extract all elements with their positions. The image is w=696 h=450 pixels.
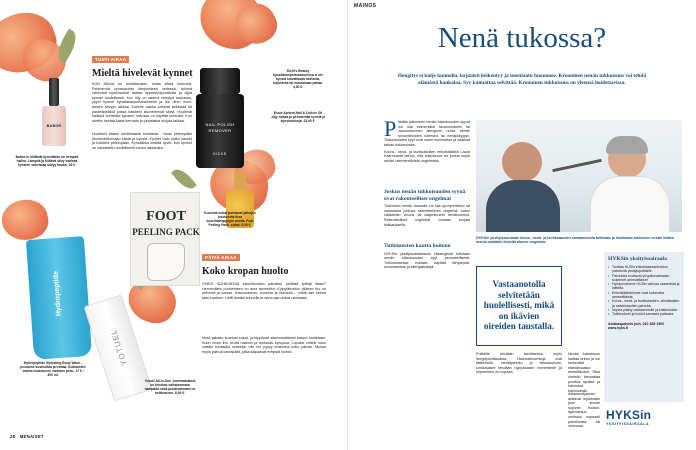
contact-web[interactable]: www.hyks.fi bbox=[608, 325, 629, 330]
logo-sub: YKSITYISSAIRAALA bbox=[606, 422, 649, 426]
info-box-title: HYKSin yksityissairaala bbox=[608, 256, 667, 262]
flower-petal-decoration bbox=[0, 196, 51, 243]
foot-peeling-pack bbox=[130, 192, 200, 286]
contact-phone: 010 328 1900 bbox=[642, 321, 665, 326]
section-badge-bottom: PÄIVÄ AIKAA bbox=[202, 254, 240, 261]
article-body-top: Huolehdi käsien kohteliaasta kohdasta... viime pidempään hemmottelemaan käsiä ja kynsiä. Kynnet ovat sitten kauniit ja hoidetut pidempään. Kynsilakka kestää hyvin, kun kynnet on valmisteltu huolellisesti ennen lakkausta. bbox=[92, 132, 192, 150]
col1-paragraph-3: Tukkoisen nenän taustalla voi olla synnynnäinen tai vammasta johtuva rakenteellinen ongelma, kuten väliseinän vinous tai laajentuneet nenäkuorikot. Rakenteelliset ongelmat voidaan korjata leikkauksella. bbox=[384, 204, 470, 227]
info-list-item: • Palveluita tuottavat yliopistosairaalan kokeneet ammattilaiset bbox=[608, 274, 680, 283]
info-list bbox=[608, 265, 680, 317]
advert-column-1 bbox=[384, 116, 470, 270]
hydropeptide-tube bbox=[26, 236, 92, 360]
doctor-hair bbox=[606, 136, 648, 154]
hydropeptide-caption: Hydropeptide Hydrating Body Wash -pesuaine kosteuttaa ja hoitaa. Kukkaisten vaalea tuoksuinen vartalon pesu. 17 € / 300 ml. bbox=[20, 361, 86, 377]
advert-title: Nenä tukossa? bbox=[437, 22, 607, 54]
info-list-item: • Nopea pääsy vastaanotolle ja tutkimuksiin. bbox=[608, 308, 680, 312]
article-heading-top: Mieltä hivelevät kynnet bbox=[92, 68, 193, 79]
pull-quote bbox=[476, 266, 562, 346]
col1-subheading-1: Joskus nenän tukkoisuuden syynä ovat rakenteelliset ongelmat bbox=[384, 189, 466, 202]
nail-polish-remover-bottle bbox=[196, 68, 244, 168]
info-list-item: • Tutkimukset ja hoidot samasta paikasta. bbox=[608, 312, 680, 316]
drop-cap: P bbox=[384, 116, 397, 141]
patient-figure bbox=[502, 142, 542, 182]
info-list-item: • Hyödynnämme HUSin vahvaa osaamista ja laitteita. bbox=[608, 282, 680, 291]
pull-quote-text: Vastaanotolla selvitetään huolellisesti, mikä on ikävien oireiden taustalla. bbox=[483, 279, 555, 332]
doctor-coat bbox=[590, 176, 670, 232]
article-intro-bottom: OHEIS SUHKUNTAA luksiinihoidon päiväksi: peliäsiä tyttöjä iltaan? Hemmottelu puutteineen on aina tervetullut. Kylpylähoidon jälkeen iho on pehmeä ja kaunis. Kasvonaamio, kuorinta ja hieronta – niistä saa kehoa taas kuntoon. Hellii itseäsi kunnolla ja anna ajan kulua rauhassa. bbox=[202, 282, 326, 300]
magazine-name: MENAISET bbox=[19, 434, 44, 439]
right-page bbox=[348, 0, 696, 450]
photo-caption: HYKSin yksityissairaalan korva-, nenä- ja kurkkutautien vastaanotolla tutkitaan ja hoidetaan tukkoisen nenän lisäksi monia muitakin ilmiöitä alueen ongelmia. bbox=[476, 236, 675, 245]
doctor-patient-photo bbox=[476, 120, 682, 232]
contact-label: Asiakaspalvelu puh. bbox=[608, 321, 642, 326]
col1-paragraph-4: HYKSin yksityissairaalassa Helsingissä tutkitaan nenän tukkoisuuden syyt perusteellisesti. Tutkimuksessa voidaan käyttää tähystystä, kuvantamista ja allergiatestejä. bbox=[384, 251, 470, 270]
article-intro-top: KUN AIKAA on tuhlattavaksi, hoida käsiä kunnolla. Pehmennä kynsinauhat lämpimässä vedessä, työnnä varovasti kynsinauhat taakse appelsiinipuutikulla ja öljyä kynnet huolellisesti. Kun öljy on saanut imeytyä rauhassa, pyyhi kynnet kynsilakanpoistoaineella ja lee riihm mieli- aiseen sävyyn lakkaa. Kokeile vaikka pimeää kellastaa tai pastellipinkkiä joissa kaikkein kauneimmat sävyt. Huolehdi kaikista kohteista kynsien hoitossa on käyttää kunnolla. Kun sivellin kestää kaksi kerrosta ja pintalakka suojaa lakkaa. bbox=[92, 82, 192, 123]
col1-p1-text: itkään jatkuneen nenän tukkoisuuden syynä voi olla esimerkiksi tavanomainen tai vasomotorinen allerginen nuha, nenän sivuonteloiden tulehdus tai nenäpolyyppi. Tukkoisuuden syyt ovat usein moninaiset ja vaativat tarkan tutkimuksen. bbox=[384, 120, 470, 147]
patient-body bbox=[486, 180, 560, 232]
advert-column-2 bbox=[476, 352, 562, 375]
section-badge-top: TUNTI AIKAA bbox=[92, 56, 129, 63]
yotuel-caption: Yotuel All-in-One -hammastahna on tehokas valkaisemaan hampaita sekä puhdistamaan ne hellävaroen. 8,90 €. bbox=[144, 379, 196, 395]
col1-paragraph-2: Korva-, nenä- ja kurkkutautien erikoislääkäri Laura Kaarniranta kertoo, että tukkoisuus voi johtua myös nenän rakenteellisista ongelmista. bbox=[384, 149, 470, 163]
babor-caption: Babor-in kiiltävät kynsilakka on hempeä hailea. Lämpöä ja kiiltävä sävy vaaleaa kynsien vahvistaa säilyy kauan. 16 €. bbox=[15, 155, 79, 167]
info-list-item: • Tuottaa HUSin erikoissairaanhoidon palveluita yksityispotilaille. bbox=[608, 265, 680, 274]
sock-illustration bbox=[147, 243, 185, 281]
info-list-item: • Erikoislääkärimme ovat kokeneita ammattilaisia. bbox=[608, 291, 680, 300]
page-number-left bbox=[10, 434, 44, 439]
col3-paragraph-1: Nenän tukkoisuus haittaa arkea ja voi heikentää elämänlaatua merkittävästi. Siksi oireisiin kannattaa puuttua ajoissa ja hakeutua tutkimuksiin. bbox=[568, 352, 600, 393]
socks-caption: Kuorivat sukat poistavat jalkojen kuivunutta ihoa kuorintahappojen avulla. Foot Peeling Pack -sukat. 6,90 €. bbox=[204, 211, 256, 227]
col3-paragraph-2: Asiantuntijamme auttavat löytämään juuri sinulle sopivan hoidon. Ajanvaraus onnistuu nopeasti puhelimitse tai verkossa. bbox=[568, 392, 600, 429]
remover-label-line2: REMOVER bbox=[208, 128, 232, 133]
remover-brand: KICKS bbox=[213, 152, 227, 156]
remover-caption: Kiehl's Beauty kynsilakanpoistoaineessa ei ole kynsiä kuivattavaa asetonia, hajusteita tai muutakaan pahaa. 4,00 €. bbox=[272, 69, 324, 89]
hyks-info-box bbox=[604, 252, 684, 402]
advert-lead: Hengitys ei kulje kunnolla, hajuaisti heikentyy ja unenlaatu huononee. Krooninen nenän tukkoisuus voi tehdä elämästä hankalaa. Syy kannattaa selvittää. Krooninen tukkoisuus on yleensä hoidettavissa. bbox=[397, 73, 647, 87]
yotuel-brand: YOTUEL bbox=[108, 327, 129, 367]
remover-label-line1: NAIL POLISH bbox=[205, 122, 235, 127]
babor-label: BABOR bbox=[46, 124, 62, 128]
hyks-logo bbox=[606, 408, 686, 426]
hydropeptide-brand: Hydropeptide bbox=[52, 270, 63, 317]
col1-paragraph-1 bbox=[384, 116, 470, 148]
col2-paragraph-1: Potilaille tehdään tarvittaessa myös hengitysmittauksia. Hoitovaihtoehtoja ovat lääkehoito, siedätyshoito ja leikkaushoito. Leikkaukset tehdään nykyaikaisin menetelmin ja toipuminen on nopeaa. bbox=[476, 352, 562, 375]
col1-subheading-2: Tutkimusten kautta hoitoon bbox=[384, 243, 451, 250]
article-body-bottom: Vedä jalkaan kuorivat sukat, ja töppöiset sisimmmäisesti kasvot hoidetaan. Kuori ensin iho, levitä naamio ja rentoudu kylvyssä. Lopuksi voitele koko vartalo runsaalla voiteella, niin iho pysyy kosteana koko päivän. Muista myös jalat ja kantapäät, jotka kaipaavat erityistä hoitoa. bbox=[202, 336, 326, 354]
socks-label-line2: PEELING PACK bbox=[132, 227, 200, 237]
babor-nail-polish-bottle bbox=[40, 78, 68, 148]
leaf-decoration bbox=[171, 165, 197, 193]
oil-caption: Essie Apricot Nail & Cuticle Oil -öljy hoitaa ja pehmentää kynsiä ja kynsinauhoja. 15,90 €. bbox=[270, 111, 326, 123]
info-list-item: • Korva-, nenä- ja kurkkutautien, silmätautien ja naistentautien palvelut. bbox=[608, 299, 680, 308]
logo-main: HYKSin bbox=[606, 408, 652, 422]
article-heading-bottom: Koko kropan huolto bbox=[202, 266, 289, 277]
advertisement-label: MAINOS bbox=[354, 3, 377, 9]
socks-label-line1: FOOT bbox=[146, 209, 186, 224]
page-number: 28 bbox=[10, 434, 16, 439]
